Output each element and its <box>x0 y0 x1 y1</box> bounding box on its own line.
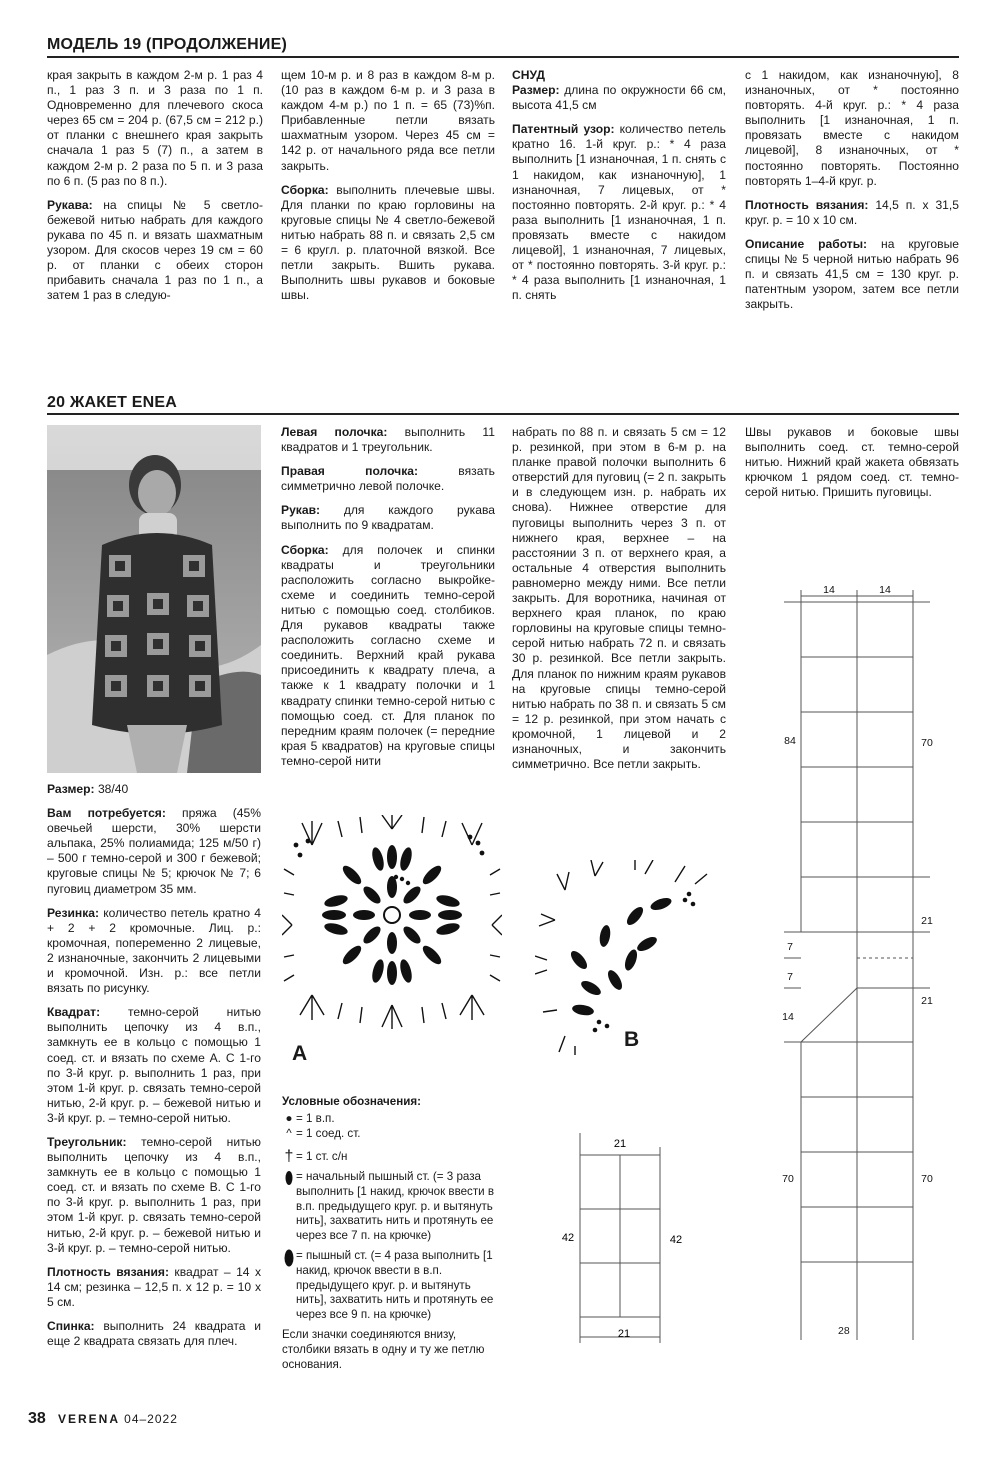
model19-column-2 <box>281 68 495 312</box>
jacket-column-4 <box>745 425 959 509</box>
chain-stitch-icon: ● <box>285 1111 293 1125</box>
paragraph: Описание работы: на круговые спицы № 5 черной нитью набрать 96 п. и связать 41,5 см = 130 круг. р. патентным узором, затем все петли закрыть. <box>745 236 959 312</box>
paragraph: Спинка: выполнить 24 квадрата и еще 2 квадрата связать для плеч. <box>47 1319 261 1349</box>
model19-column-3 <box>512 68 726 312</box>
body-dim-70-upper: 70 <box>921 737 933 749</box>
legend-item: ^ = 1 соед. ст. <box>282 1127 502 1142</box>
body-dim-14: 14 <box>782 1011 794 1023</box>
chart-b-label: B <box>624 1028 640 1051</box>
body-dim-top-2: 14 <box>879 584 891 596</box>
sleeve-dim-right: 42 <box>669 1234 683 1246</box>
paragraph: набрать по 88 п. и связать 5 см = 12 р. резинкой, при этом в 6-м р. на планке правой полочки выполнить 6 отверстий для пуговиц (= 2 п. закрыть и в следующем изн. р. набрать их снова). Нижнее отверстие для пуговицы выполнить через 3 п. от нижнего края, верхнее – на расстоянии 3 п. от верхнего края, а остальные 4 отверстия выполнить равномерно между ними. Все петли закрыть. Для воротника, начиная от верхнего края планок, по краю горловины на круговые спицы темно-серой нитью набрать 72 п. и связать 30 р. резинкой. Все петли закрыть. Для планок по нижним краям рукавов на круговые спицы темно-серой нитью набрать по 38 п. и связать 5 см = 12 р. резинкой, при этом начать с кромочной, 1 лицевой и 2 изнаночных, и закончить симметрично. Все петли закрыть. <box>512 425 726 772</box>
paragraph: Вам потребуется: пряжа (45% овечьей шерсти, 30% шерсти альпака, 25% полиамида; 125 м/50 г) – 500 г темно-серой и 300 г бежевой; круговые спицы № 5; крючок № 7; 6 пуговиц диаметром 35 мм. <box>47 806 261 896</box>
sleeve-schematic <box>550 1125 695 1350</box>
paragraph: Сборка: для полочек и спинки квадраты и треугольники расположить согласно выкройке-схеме и соединить темно-серой нитью с помощью соед. столбиков. Для рукавов квадраты также расположить согласно схеме и соединить. Верхний край рукава присоединить к квадрату плеча, а также к 1 квадрату полочки и 1 квадрату спинки темно-серой нитью с помощью соед. ст. Для планок по передним краям полочек (= передние края 5 квадратов) на круговые спицы темно-серой нити <box>281 542 495 768</box>
jacket-column-2 <box>281 425 495 778</box>
paragraph: Размер: длина по окружности 66 см, высота 41,5 см <box>512 83 726 113</box>
paragraph: Размер: 38/40 <box>47 782 129 796</box>
legend-item: = пышный ст. (= 4 раза выполнить [1 накид, крючок ввести в в.п. предыдущего круг. р. и вытянуть нить], захватить нить и протянуть ее через все 9 п. на крючке) <box>282 1249 502 1322</box>
jacket-column-3 <box>512 425 726 781</box>
legend-title: Условные обозначения: <box>282 1095 421 1108</box>
paragraph: Сборка: выполнить плечевые швы. Для планки по краю горловины на круговые спицы № 4 светло-бежевой нитью набрать 88 п. и связать 2,5 см = 6 кругл. р. платочной вязкой. Все петли закрыть. Вшить рукава. Выполнить швы рукавов и боковые швы. <box>281 182 495 303</box>
paragraph: с 1 накидом, как изнаночную], 8 изнаночных, от * постоянно повторять. 4-й круг. р.: * 4 раза выполнить [1 изнаночная, 1 п. провязать вместе с накидом лицевой], 8 изнаночных, от * постоянно повторять. Постоянно повторять 1–4-й круг. р. <box>745 68 959 188</box>
paragraph: Треугольник: темно-серой нитью выполнить цепочку из 4 в.п., замкнуть ее в кольцо с помощью 1 соед. ст. и вязать по схеме В. С 1-го по 3-й круг. р. выполнить 1 раз, при этом 1-й круг. р. связать темно-серой нитью, 2-й круг. р. – бежевой нитью и 3-й круг. р. – темно-серой нитью. <box>47 1134 261 1255</box>
body-dim-21-lower: 21 <box>921 995 933 1007</box>
sleeve-dim-bottom: 21 <box>617 1328 631 1340</box>
sleeve-dim-top: 21 <box>613 1138 627 1150</box>
model-photo <box>47 425 261 773</box>
paragraph: Левая полочка: выполнить 11 квадратов и 1 треугольник. <box>281 425 495 455</box>
legend <box>282 1095 502 1372</box>
model19-column-1 <box>47 68 263 312</box>
double-crochet-icon: † <box>284 1147 294 1165</box>
jacket-column-1 <box>47 782 261 1358</box>
section-rule <box>47 56 959 58</box>
paragraph: Резинка: количество петель кратно 4 + 2 + 2 кромочные. Лиц. р.: кромочная, попеременно 2 лицевые, 2 изнаночные, закончить 2 лицевыми и кромочной. Изн. р.: все петли вязать по рисунку. <box>47 905 261 996</box>
crochet-chart-a <box>282 815 502 1035</box>
paragraph: Швы рукавов и боковые швы выполнить соед. ст. темно-серой нитью. Нижний край жакета обвязать крючком 1 рядом соед. ст. темно-серой нитью. Пришить пуговицы. <box>745 425 959 500</box>
magazine-name: VERENA <box>57 1412 120 1426</box>
issue-number: 04–2022 <box>124 1412 178 1426</box>
legend-note: Если значки соединяются внизу, столбики вязать в одну и ту же петлю основания. <box>282 1328 485 1371</box>
paragraph: Рукав: для каждого рукава выполнить по 9 квадратам. <box>281 503 495 533</box>
body-dim-21-upper: 21 <box>921 915 933 927</box>
legend-item: = начальный пышный ст. (= 3 раза выполнить [1 накид, крючок ввести в в.п. предыдущего круг. р. и вытянуть нить], захватить нить и протянуть ее через все 7 п. на крючке) <box>282 1170 502 1243</box>
model19-column-4 <box>745 68 959 321</box>
chart-a-label: A <box>292 1042 308 1065</box>
crochet-chart-b <box>535 860 710 1055</box>
paragraph: Плотность вязания: 14,5 п. х 31,5 круг. р. = 10 х 10 см. <box>745 197 959 227</box>
section-rule <box>47 413 959 415</box>
body-dim-70-right: 70 <box>921 1173 933 1185</box>
puff-stitch-icon <box>282 1249 296 1322</box>
page-number: 38 <box>28 1410 46 1427</box>
paragraph: щем 10-м р. и 8 раз в каждом 8-м р. (10 раз в каждом 6-м р. и 3 раза в каждом 4-м р.) по 1 п. = 65 (73)%п. Прибавленные петли вязать шахматным узором. Через 45 см = 142 р. от начального ряда все петли закрыть. <box>281 68 495 173</box>
section-title-jacket-enea: 20 ЖАКЕТ ENEA <box>47 394 177 411</box>
body-dim-70-left: 70 <box>782 1173 794 1185</box>
body-dim-84: 84 <box>784 735 796 747</box>
section-title-model-19: МОДЕЛЬ 19 (ПРОДОЛЖЕНИЕ) <box>47 36 288 53</box>
legend-item: ● = 1 в.п. <box>282 1112 502 1127</box>
body-schematic <box>770 580 960 1340</box>
paragraph: Плотность вязания: квадрат – 14 х 14 см; резинка – 12,5 п. х 12 р. = 10 х 5 см. <box>47 1264 261 1309</box>
page-footer <box>28 1410 178 1428</box>
body-dim-7-a: 7 <box>787 941 793 953</box>
paragraph: Правая полочка: вязать симметрично левой полочке. <box>281 464 495 494</box>
paragraph: края закрыть в каждом 2-м р. 1 раз 4 п., 1 раз 3 п. и 3 раза по 1 п. Одновременно для плечевого скоса через 65 см = 204 р. (67,5 см = 212 р.) от планки с внешнего края закрыть сначала 1 раз 5 (7) п., а затем в каждом 2-м р. 2 раза по 5 п. и 3 раза по 6 п. (5 раз по 8 п.). <box>47 68 263 188</box>
sleeve-dim-left: 42 <box>561 1232 575 1244</box>
legend-item: † = 1 ст. с/н <box>282 1150 502 1165</box>
body-dim-top-1: 14 <box>823 584 835 596</box>
paragraph: Патентный узор: количество петель кратно 16. 1-й круг. р.: * 4 раза выполнить [1 изнаночная, 1 п. снять с 1 накидом, как изнаночную], 1 изнаночная, 7 лицевых, от * постоянно повторять. 2-й круг. р.: * 4 раза выполнить [1 изнаночная, 1 п. провязать вместе с накидом лицевой], 1 изнаночная, 7 лицевых, от * постоянно повторять. 3-й круг. р.: * 4 раза выполнить [1 изнаночная, 1 п. снять <box>512 122 726 303</box>
body-dim-7-b: 7 <box>787 971 793 983</box>
paragraph: Рукава: на спицы № 5 светло-бежевой нитью набрать для каждого рукава по 45 п. и вязать шахматным узором. Для скосов через 19 см = 60 р. от планки с обеих сторон прибавить сначала 1 раз по 1 п., а затем 1 раз в следую- <box>47 197 263 303</box>
paragraph: Квадрат: темно-серой нитью выполнить цепочку из 4 в.п., замкнуть ее в кольцо с помощью 1 соед. ст. и вязать по схеме А. С 1-го по 3-й круг. р. выполнить 1 раз, при этом 1-й круг. р. связать темно-серой нитью, 2-й круг. р. – бежевой нитью и 3-й круг. р. – темно-серой нитью. <box>47 1005 261 1125</box>
snood-title: СНУД <box>512 68 545 82</box>
body-dim-bottom: 28 <box>838 1325 850 1337</box>
slip-stitch-icon: ^ <box>286 1127 292 1141</box>
starting-puff-stitch-icon <box>282 1170 296 1243</box>
